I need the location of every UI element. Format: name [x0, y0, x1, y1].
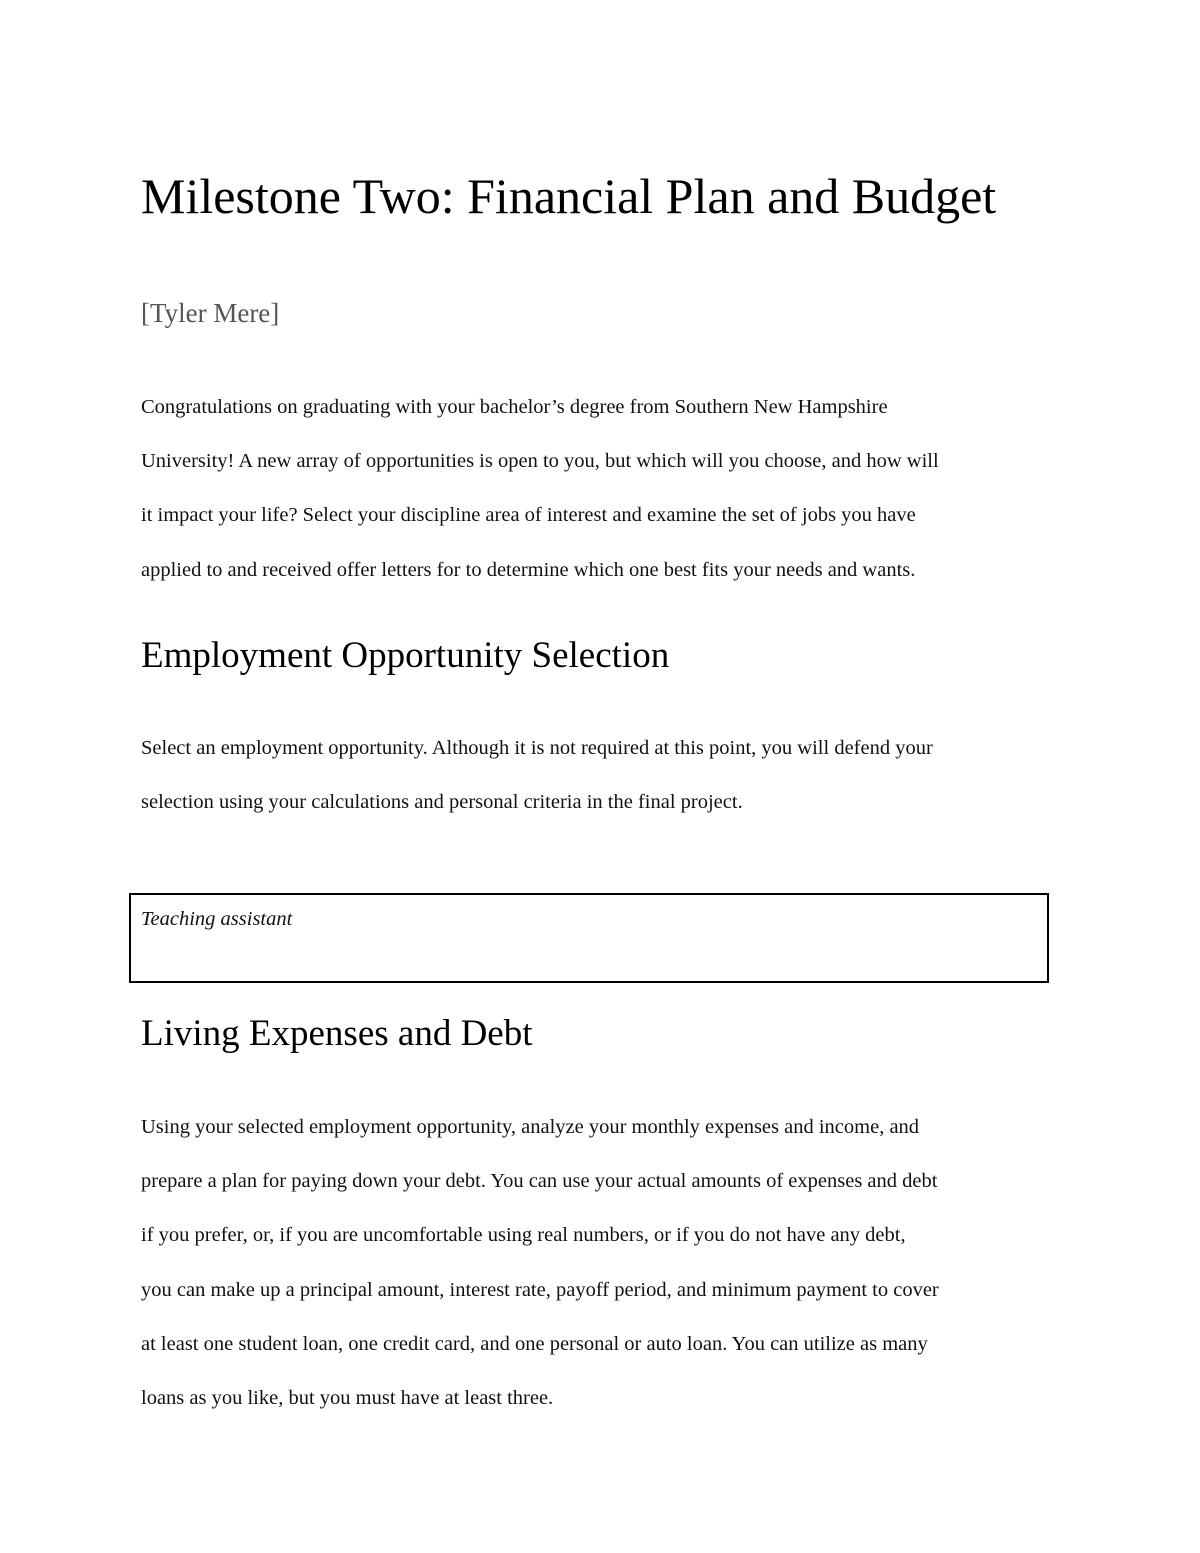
employment-answer-text[interactable]: Teaching assistant	[141, 908, 293, 930]
living-expenses-line: you can make up a principal amount, interest rate, payoff period, and minimum payment to cover	[141, 1278, 939, 1301]
section-heading-employment: Employment Opportunity Selection	[141, 635, 670, 676]
employment-line: selection using your calculations and personal criteria in the final project.	[141, 791, 743, 814]
living-expenses-line: at least one student loan, one credit card, and one personal or auto loan. You can utilize as many	[141, 1332, 928, 1355]
intro-paragraph	[141, 380, 1071, 597]
living-expenses-paragraph	[141, 1100, 1071, 1425]
living-expenses-line: Using your selected employment opportunity, analyze your monthly expenses and income, and	[141, 1116, 920, 1138]
author-name: [Tyler Mere]	[141, 298, 280, 328]
section-heading-living-expenses: Living Expenses and Debt	[141, 1013, 533, 1054]
employment-paragraph	[141, 721, 1071, 829]
employment-answer-box[interactable]	[129, 893, 1049, 983]
living-expenses-line: loans as you like, but you must have at least three.	[141, 1387, 554, 1410]
living-expenses-line: prepare a plan for paying down your debt. You can use your actual amounts of expenses and debt	[141, 1170, 938, 1193]
intro-line: it impact your life? Select your discipline area of interest and examine the set of jobs you have	[141, 504, 916, 527]
living-expenses-line: if you prefer, or, if you are uncomfortable using real numbers, or if you do not have any debt,	[141, 1224, 906, 1247]
intro-line: Congratulations on graduating with your bachelor’s degree from Southern New Hampshire	[141, 396, 888, 418]
intro-line: applied to and received offer letters for to determine which one best fits your needs and wants.	[141, 558, 916, 581]
document-title: Milestone Two: Financial Plan and Budget	[141, 168, 997, 224]
intro-line: University! A new array of opportunities is open to you, but which will you choose, and how will	[141, 450, 939, 473]
employment-line: Select an employment opportunity. Although it is not required at this point, you will defend your	[141, 737, 933, 759]
